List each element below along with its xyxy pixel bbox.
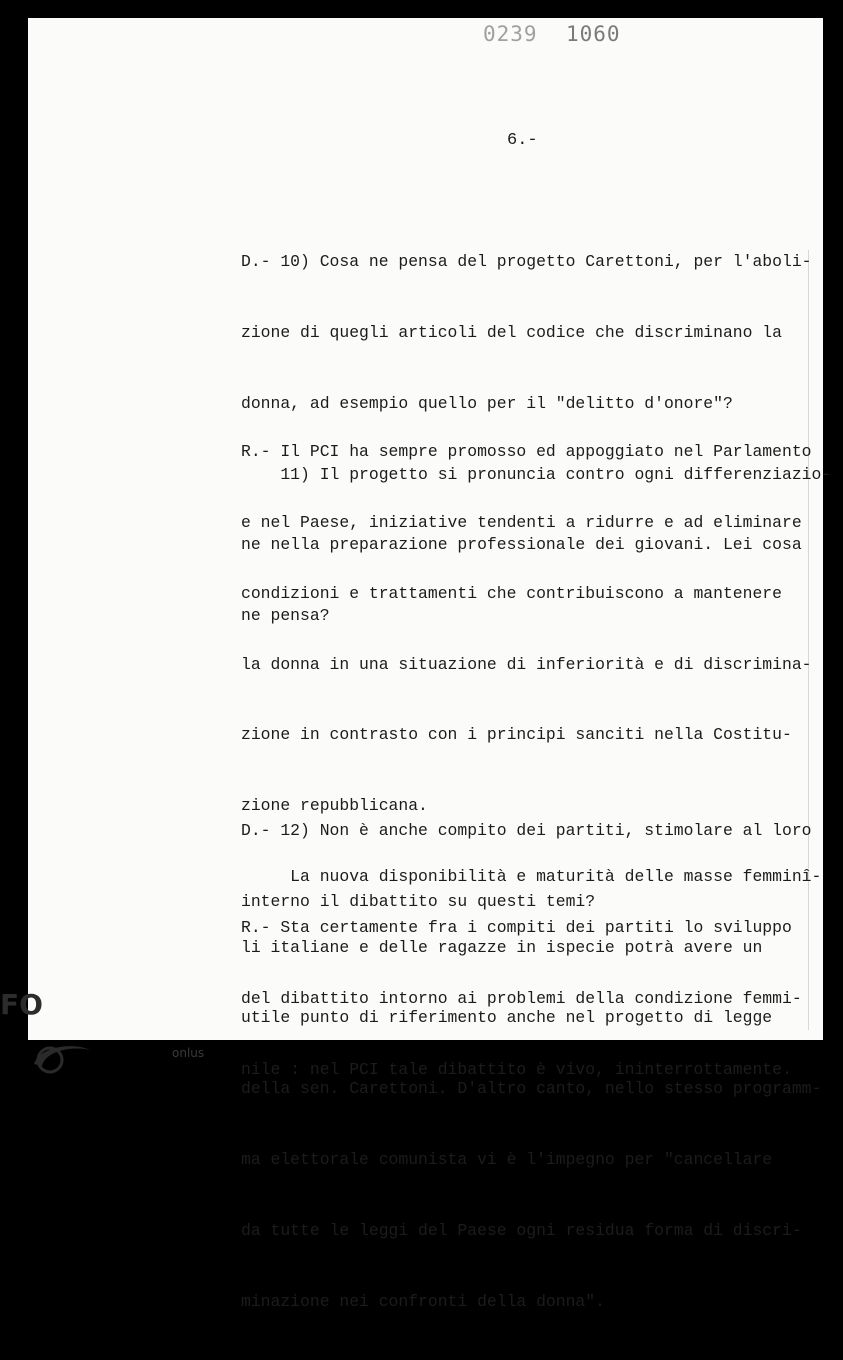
answer-12	[241, 869, 802, 1129]
text-line: ne pensa?	[241, 606, 330, 626]
text-line: zione in contrasto con i principi sanciti nella Costitu-	[241, 725, 792, 745]
text-line: utile punto di riferimento anche nel progetto di legge	[241, 1008, 773, 1028]
text-line: ma elettorale comunista vi è l'impegno per "cancellare	[241, 1150, 773, 1169]
archive-number-stamp: 0239	[483, 22, 538, 46]
watermark-logo-text: FO	[0, 988, 43, 1021]
text-line: D.- 10) Cosa ne pensa del progetto Carettoni, per l'aboli-	[241, 252, 812, 272]
watermark-onlus-text: onlus	[172, 1046, 205, 1060]
text-line: nile : nel PCI tale dibattito è vivo, ininterrottamente.	[241, 1059, 792, 1079]
text-line: interno il dibattito su questi temi?	[241, 891, 596, 911]
text-line: della sen. Carettoni. D'altro canto, nello stesso programm-	[241, 1079, 822, 1099]
text-line: R.- Il PCI ha sempre promosso ed appoggiato nel Parlamento	[241, 442, 812, 462]
page-number: 6.-	[507, 131, 538, 150]
text-line: zione di quegli articoli del codice che discriminano la	[241, 322, 782, 342]
text-line: zione repubblicana.	[241, 796, 428, 816]
text-line: donna, ad esempio quello per il "delitto d'onore"?	[241, 393, 733, 413]
archive-number-stamp-secondary: 1060	[566, 22, 621, 46]
text-line: la donna in una situazione di inferiorità e di discrimina-	[241, 654, 812, 674]
text-line: minazione nei confronti della donna".	[241, 1291, 605, 1311]
watermark-swoosh-icon	[30, 1040, 94, 1074]
text-line: D.- 12) Non è anche compito dei partiti, stimolare al loro	[241, 821, 812, 841]
text-line: li italiane e delle ragazze in ispecie potrà avere un	[241, 937, 763, 957]
text-line: del dibattito intorno ai problemi della condizione femmi-	[241, 988, 802, 1008]
text-line: condizioni e trattamenti che contribuiscono a mantenere	[241, 583, 782, 603]
text-line: e nel Paese, iniziative tendenti a ridurre e ad eliminare	[241, 512, 802, 532]
text-line: 11) Il progetto si pronuncia contro ogni differenziazio-	[241, 464, 832, 484]
text-line: ne nella preparazione professionale dei giovani. Lei cosa	[241, 535, 802, 555]
text-line: R.- Sta certamente fra i compiti dei partiti lo sviluppo	[241, 918, 792, 938]
text-line: La nuova disponibilità e maturità delle masse femminî-	[241, 866, 822, 886]
text-line: da tutte le leggi del Paese ogni residua forma di discri-	[241, 1220, 802, 1240]
